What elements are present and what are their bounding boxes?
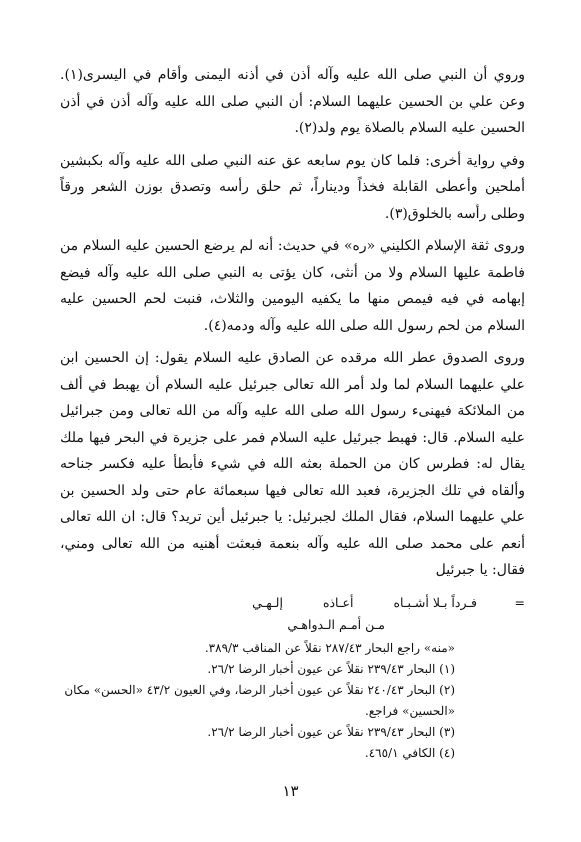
footnote-author: «منه» راجع البحار ٢٨٧/٤٣ نقلاً عن المناقب ٣٨٩/٣. bbox=[204, 640, 455, 655]
footnote-2: (٢) البحار ٢٤٠/٤٣ نقلاً عن عيون أخبار الرضا، وفي العيون ٤٣/٢ «الحسن» مكان «الحسين» فراجع. bbox=[64, 682, 455, 718]
poem-line-2: مـن أمـم الـدواهـي bbox=[287, 616, 385, 632]
poem-hemistich: أعـاذه bbox=[322, 594, 354, 610]
poem-verse bbox=[60, 592, 525, 636]
footnotes bbox=[60, 638, 525, 764]
footnote-3: (٣) البحار ٢٣٩/٤٣ نقلاً عن عيون أخبار الرضا ٢٦/٢. bbox=[207, 724, 455, 739]
paragraph-adhan: وروي أن النبي صلى الله عليه وآله أذن في أذنه اليمنى وأقام في اليسرى(١). وعن علي بن الحسين عليهما السلام: أن النبي صلى الله عليه وآله أذن في أذن الحسين عليه السلام بالصلاة يوم ولد(٢). bbox=[60, 67, 525, 136]
paragraph-kulayni: وروى ثقة الإسلام الكليني «ره» في حديث: أنه لم يرضع الحسين عليه السلام من فاطمة عليها السلام ولا من أنثى، كان يؤتى به النبي صلى الله عليه وآله فيضع إبهامه في فيه فيمص منها ما يكفيه اليومين والثلاث، فنبت لحم الحسين عليه السلام من لحم رسول الله صلى الله عليه وآله ودمه(٤). bbox=[60, 238, 525, 334]
page-body bbox=[60, 62, 525, 764]
poem-hemistich: إلـهـي bbox=[252, 594, 283, 610]
poem-hemistich: فـرداً بـلا أشـبـاه bbox=[393, 594, 477, 610]
page-number: ١٣ bbox=[282, 782, 299, 800]
footnote-4: (٤) الكافي ٤٦٥/١. bbox=[364, 745, 455, 760]
poem-line-1 bbox=[60, 592, 525, 614]
paragraph-saduq: وروى الصدوق عطر الله مرقده عن الصادق عليه السلام يقول: إن الحسين ابن علي عليهما السلام لما ولد أمر الله تعالى جبرئيل عليه السلام أن يهبط في ألف من الملائكة فيهنىء رسول الله صلى الله عليه وآله من الله تعالى ومن جبرائيل عليه السلام. قال: فهبط جبرئيل عليه السلام فمر على جزيرة في البحر فيها ملك يقال له: فطرس كان من الحملة بعثه الله في شيء فأبطأ عليه فكسر جناحه وألقاه في تلك الجزيرة، فعبد الله تعالى فيها سبعمائة عام حتى ولد الحسين بن علي عليهما السلام، فقال الملك لجبرئيل: يا جبرئيل أين تريد؟ قال: ان الله تعالى أنعم على محمد صلى الله عليه وآله بنعمة فبعثت أهنيه من الله تعالى ومني، فقال: يا جبرئيل bbox=[60, 350, 525, 578]
poem-marker: = bbox=[514, 594, 525, 610]
paragraph-seventh-day: وفي رواية أخرى: فلما كان يوم سابعه عق عنه النبي صلى الله عليه وآله بكبشين أملحين وأعطى القابلة فخذاً وديناراً، ثم حلق رأسه وتصدق بوزن الشعر ورقاً وطلى رأسه بالخلوق(٣). bbox=[60, 152, 525, 222]
footnote-1: (١) البحار ٢٣٩/٤٣ نقلاً عن عيون أخبار الرضا ٢٦/٢. bbox=[207, 661, 455, 676]
